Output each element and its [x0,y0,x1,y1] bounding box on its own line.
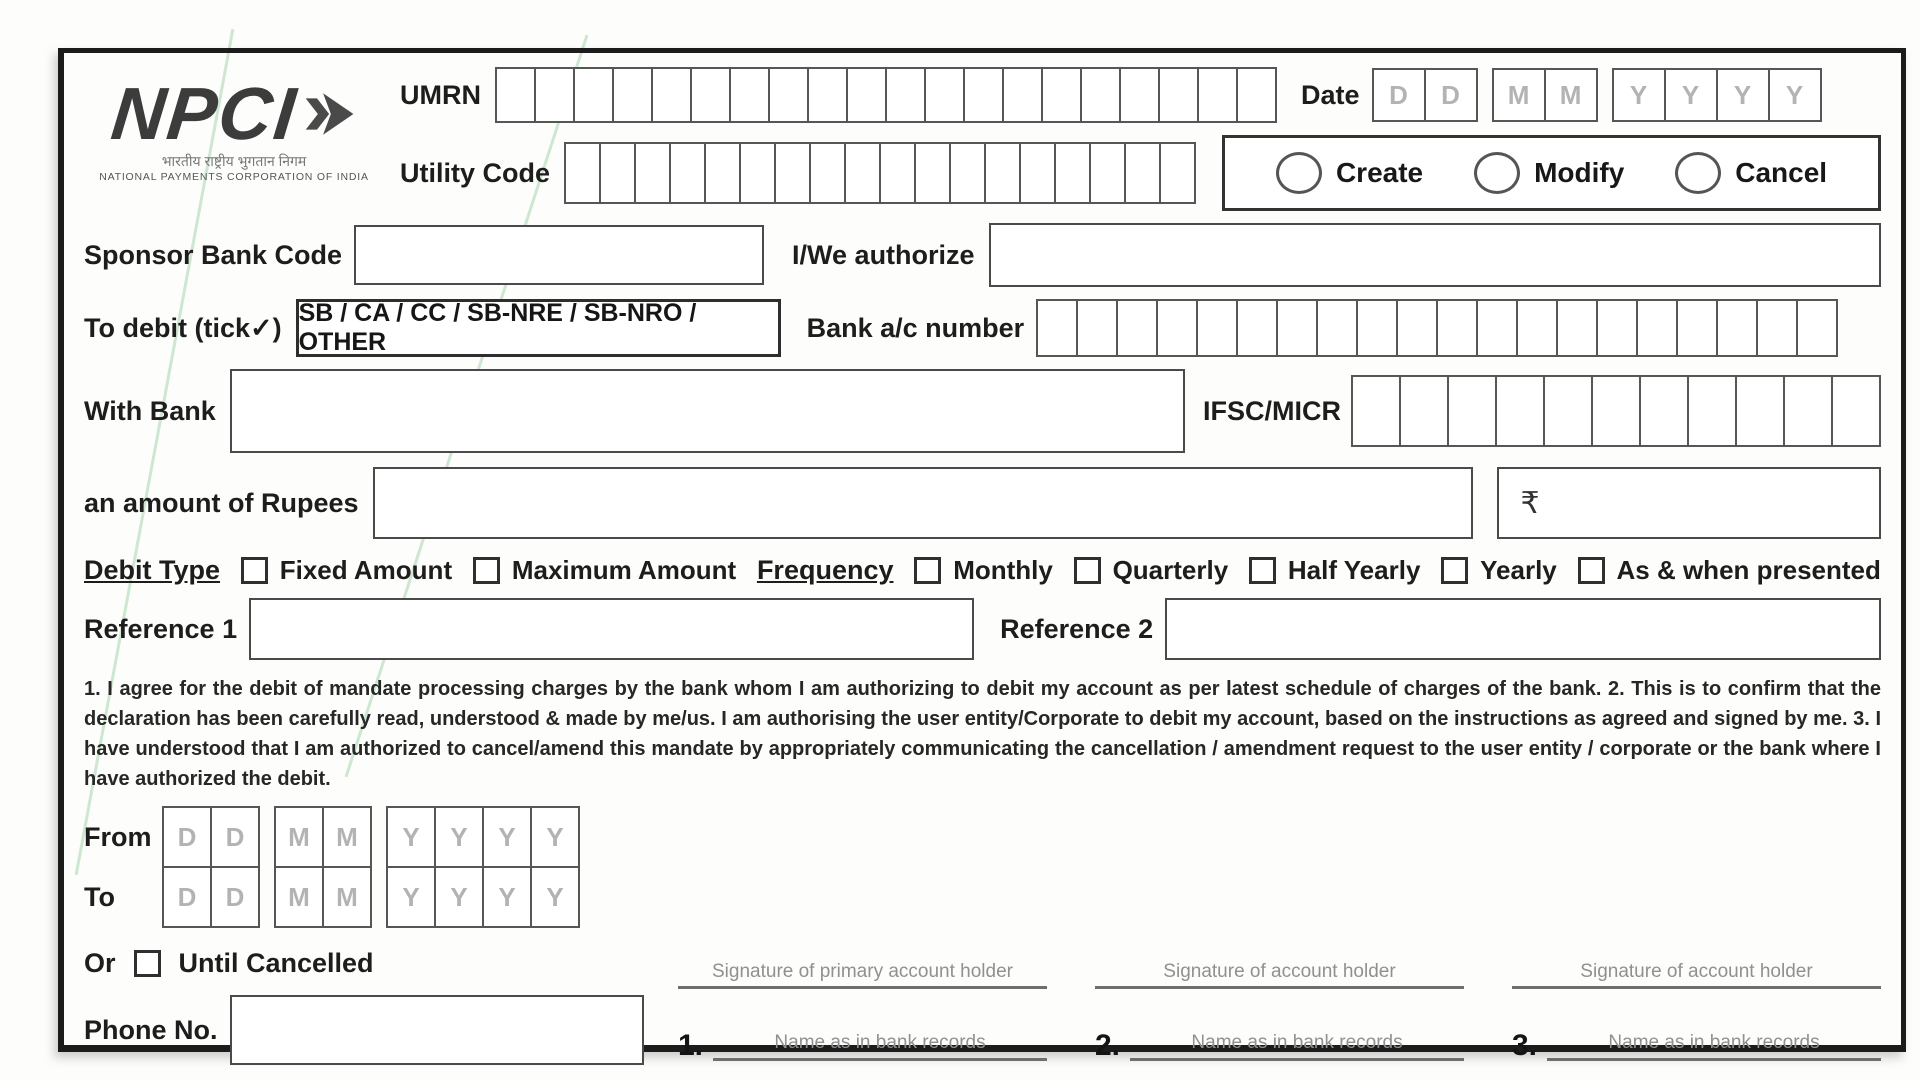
grid-cell[interactable] [1399,375,1449,447]
grid-cell[interactable]: Y [1612,68,1666,122]
grid-cell[interactable]: Y [434,806,484,868]
date-label: Date [1301,79,1360,110]
maximum-amount-label: Maximum Amount [511,555,737,585]
grid-cell[interactable] [1236,67,1277,123]
date-cell-group [1372,68,1478,122]
npci-tagline-english: NATIONAL PAYMENTS CORPORATION OF INDIA [99,171,369,184]
monthly-checkbox[interactable] [914,557,941,584]
grid-cell[interactable] [534,67,575,123]
grid-cell[interactable] [984,142,1021,204]
grid-cell[interactable]: D [210,866,260,928]
grid-cell[interactable] [1356,299,1398,357]
grid-cell[interactable]: Y [1716,68,1770,122]
from-date-grid [162,806,580,868]
yearly-label: Yearly [1480,555,1557,585]
option-maximum-amount [473,555,736,586]
amount-row [84,467,1881,539]
grid-cell[interactable] [1543,375,1593,447]
grid-cell[interactable] [1159,142,1196,204]
bank-ac-label: Bank a/c number [806,312,1025,343]
umrn-row [400,67,1881,123]
form-header [84,67,1881,211]
grid-cell[interactable] [1036,299,1078,357]
yearly-checkbox[interactable] [1441,557,1468,584]
grid-cell[interactable] [1447,375,1497,447]
grid-cell[interactable] [844,142,881,204]
rupee-symbol: ₹ [1520,485,1540,521]
signature-area [678,806,1881,1065]
grid-cell[interactable]: Y [482,806,532,868]
to-debit-row [84,299,1881,357]
date-cell-group [274,866,372,928]
grid-cell[interactable]: Y [434,866,484,928]
utility-code-grid [564,142,1196,204]
date-grid [1372,68,1822,122]
header-fields [400,67,1881,211]
npci-logo [84,67,384,183]
date-cell-group [1492,68,1598,122]
option-monthly [914,555,1053,586]
grid-cell[interactable] [885,67,926,123]
or-label: Or [84,948,116,978]
until-cancelled-checkbox[interactable] [134,950,161,977]
grid-cell[interactable] [1019,142,1056,204]
grid-cell[interactable] [1476,299,1518,357]
option-quarterly [1074,555,1229,586]
grid-cell[interactable]: M [274,866,324,928]
signature-line-3[interactable]: Signature of account holder [1512,961,1881,989]
with-bank-input[interactable] [230,369,1185,453]
bank-ac-grid [1036,299,1838,357]
grid-cell[interactable] [963,67,1004,123]
maximum-amount-checkbox[interactable] [473,557,500,584]
action-create [1276,152,1423,194]
with-bank-row [84,369,1881,453]
grid-cell[interactable] [1831,375,1881,447]
validity-section [84,806,644,1065]
create-label: Create [1335,157,1424,188]
phone-row [84,995,644,1065]
until-cancelled-row [84,948,644,979]
grid-cell[interactable] [1089,142,1126,204]
grid-cell[interactable] [1076,299,1118,357]
date-cell-group [162,866,260,928]
reference2-input[interactable] [1165,598,1881,660]
grid-cell[interactable] [651,67,692,123]
to-label: To [84,881,115,912]
option-fixed-amount [241,555,452,586]
to-date-grid [162,866,580,928]
grid-cell[interactable] [1596,299,1638,357]
grid-cell[interactable] [1158,67,1199,123]
fixed-amount-checkbox[interactable] [241,557,268,584]
grid-cell[interactable] [1636,299,1678,357]
grid-cell[interactable] [1436,299,1478,357]
phone-input[interactable] [230,995,645,1065]
declaration-text: 1. I agree for the debit of mandate processing charges by the bank whom I am authorizing to debit my account as per latest schedule of charges of the bank. 2. This is to confirm that the declaration has been carefully read, understood & made by me/us. I am authorising the user entity/Corporate to debit my account, based on the instructions as agreed and signed by me. 3. I have understood that I am authorized to cancel/amend this mandate by appropriately communicating the cancellation / amendment request to the user entity / corporate or the bank where I have authorized the debit. [84,678,1881,790]
reference1-label: Reference 1 [84,613,238,644]
grid-cell[interactable] [669,142,706,204]
grid-cell[interactable] [846,67,887,123]
signature-line-2[interactable]: Signature of account holder [1095,961,1464,989]
mandate-action-box [1222,135,1881,211]
name-row-2 [1095,1031,1464,1061]
half-yearly-label: Half Yearly [1287,555,1421,585]
umrn-grid [495,67,1277,123]
half-yearly-checkbox[interactable] [1249,557,1276,584]
date-cell-group [1612,68,1822,122]
grid-cell[interactable]: Y [482,866,532,928]
as-when-presented-label: As & when presented [1616,555,1881,585]
quarterly-label: Quarterly [1112,555,1229,585]
grid-cell[interactable] [807,67,848,123]
grid-cell[interactable]: Y [530,806,580,868]
name-line-3[interactable]: Name as in bank records [1547,1032,1881,1061]
amount-label: an amount of Rupees [84,487,359,518]
npci-logo-text: NPCI [107,72,301,155]
grid-cell[interactable] [1197,67,1238,123]
until-cancelled-label: Until Cancelled [178,948,374,978]
grid-cell[interactable] [1716,299,1758,357]
npci-tagline-hindi: भारतीय राष्ट्रीय भुगतान निगम [161,153,307,169]
date-cell-group [162,806,260,868]
grid-cell[interactable] [573,67,614,123]
grid-cell[interactable] [690,67,731,123]
option-half-yearly [1249,555,1421,586]
grid-cell[interactable] [1080,67,1121,123]
grid-cell[interactable] [1196,299,1238,357]
grid-cell[interactable] [1516,299,1558,357]
signatory-number-1: 1. [678,1029,704,1062]
grid-cell[interactable] [1495,375,1545,447]
sponsor-bank-input[interactable] [354,225,764,285]
grid-cell[interactable] [768,67,809,123]
grid-cell[interactable] [1756,299,1798,357]
ifsc-label: IFSC/MICR [1203,395,1341,426]
date-cell-group [386,866,580,928]
grid-cell[interactable]: M [1544,68,1598,122]
grid-cell[interactable] [704,142,741,204]
grid-cell[interactable]: Y [386,866,436,928]
name-row-1 [678,1031,1047,1061]
grid-cell[interactable] [1316,299,1358,357]
grid-cell[interactable] [729,67,770,123]
action-modify [1474,152,1624,194]
modify-radio[interactable] [1474,152,1520,194]
as-when-presented-checkbox[interactable] [1578,557,1605,584]
grid-cell[interactable] [1676,299,1718,357]
frequency-label: Frequency [756,555,894,585]
grid-cell[interactable]: M [1492,68,1546,122]
grid-cell[interactable] [495,67,536,123]
with-bank-label: With Bank [84,395,216,426]
amount-words-input[interactable] [373,467,1473,539]
grid-cell[interactable] [1796,299,1838,357]
bottom-section [84,806,1881,1065]
reference2-label: Reference 2 [1000,613,1154,644]
grid-cell[interactable] [949,142,986,204]
signature-column-2 [1095,961,1464,1061]
grid-cell[interactable] [599,142,636,204]
option-as-when-presented [1578,555,1881,586]
signature-line-1[interactable]: Signature of primary account holder [678,961,1047,989]
to-debit-label: To debit (tick✓) [84,312,282,343]
cancel-radio[interactable] [1675,152,1721,194]
grid-cell[interactable]: D [210,806,260,868]
monthly-label: Monthly [953,555,1053,585]
date-cell-group [386,806,580,868]
grid-cell[interactable] [1156,299,1198,357]
signature-column-3 [1512,961,1881,1061]
option-yearly [1441,555,1557,586]
sponsor-bank-label: Sponsor Bank Code [84,239,343,270]
name-line-2[interactable]: Name as in bank records [1130,1032,1464,1061]
grid-cell[interactable] [809,142,846,204]
grid-cell[interactable] [1119,67,1160,123]
grid-cell[interactable] [1351,375,1401,447]
grid-cell[interactable]: M [322,806,372,868]
grid-cell[interactable] [739,142,776,204]
period-from-row [84,806,644,868]
create-radio[interactable] [1276,152,1322,194]
npci-logo-main [84,72,384,155]
grid-cell[interactable]: M [274,806,324,868]
grid-cell[interactable]: M [322,866,372,928]
grid-cell[interactable] [774,142,811,204]
reference1-input[interactable] [249,598,974,660]
grid-cell[interactable] [1735,375,1785,447]
modify-label: Modify [1534,157,1625,188]
grid-cell[interactable] [1041,67,1082,123]
npci-logo-arrow-icon [304,88,356,140]
grid-cell[interactable] [1783,375,1833,447]
grid-cell[interactable] [879,142,916,204]
name-line-1[interactable]: Name as in bank records [713,1032,1047,1061]
grid-cell[interactable] [1396,299,1438,357]
grid-cell[interactable] [1591,375,1641,447]
name-row-3 [1512,1031,1881,1061]
fixed-amount-label: Fixed Amount [279,555,453,585]
debit-type-label: Debit Type [84,555,221,585]
signatory-number-3: 3. [1512,1029,1538,1062]
ifsc-grid [1351,375,1881,447]
grid-cell[interactable]: Y [386,806,436,868]
grid-cell[interactable] [1236,299,1278,357]
grid-cell[interactable] [1054,142,1091,204]
grid-cell[interactable]: Y [530,866,580,928]
quarterly-checkbox[interactable] [1074,557,1101,584]
grid-cell[interactable] [1687,375,1737,447]
grid-cell[interactable] [914,142,951,204]
umrn-label: UMRN [400,79,481,110]
action-cancel [1675,152,1827,194]
utility-row [400,135,1881,211]
signature-column-1 [678,961,1047,1061]
grid-cell[interactable] [1116,299,1158,357]
account-type-box[interactable]: SB / CA / CC / SB-NRE / SB-NRO / OTHER [296,299,781,357]
grid-cell[interactable]: D [162,866,212,928]
grid-cell[interactable] [1276,299,1318,357]
grid-cell[interactable]: D [1424,68,1478,122]
nach-mandate-form [58,48,1906,1062]
date-cell-group [274,806,372,868]
grid-cell[interactable] [1124,142,1161,204]
grid-cell[interactable] [1639,375,1689,447]
grid-cell[interactable] [1002,67,1043,123]
grid-cell[interactable]: D [162,806,212,868]
grid-cell[interactable] [924,67,965,123]
grid-cell[interactable]: Y [1664,68,1718,122]
grid-cell[interactable]: D [1372,68,1426,122]
authorize-input[interactable] [989,223,1881,287]
reference-row [84,598,1881,660]
grid-cell[interactable]: Y [1768,68,1822,122]
debit-frequency-row [84,555,1881,586]
cancel-label: Cancel [1735,157,1828,188]
sponsor-row [84,223,1881,287]
grid-cell[interactable] [634,142,671,204]
grid-cell[interactable] [1556,299,1598,357]
authorize-label: I/We authorize [792,239,975,270]
phone-label: Phone No. [84,1014,218,1045]
amount-figures-input[interactable] [1497,467,1881,539]
utility-code-label: Utility Code [400,157,551,188]
grid-cell[interactable] [564,142,601,204]
grid-cell[interactable] [612,67,653,123]
signatory-number-2: 2. [1095,1029,1121,1062]
from-label: From [84,821,152,852]
period-to-row [84,866,644,928]
